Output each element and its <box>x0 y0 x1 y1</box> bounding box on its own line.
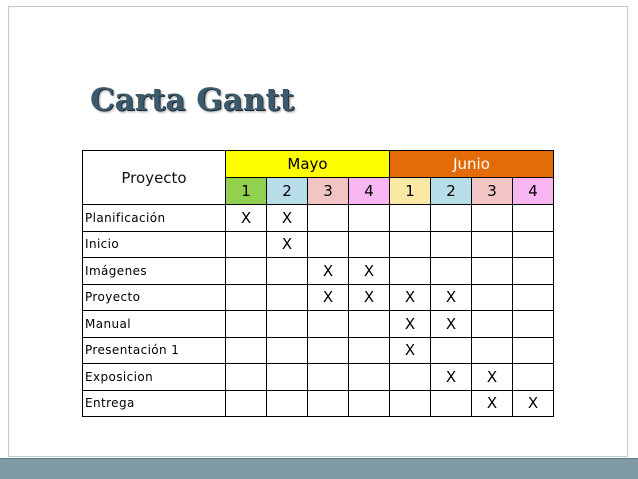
schedule-cell <box>226 390 267 417</box>
table-row <box>83 231 554 258</box>
schedule-cell: X <box>349 258 390 285</box>
schedule-cell <box>431 231 472 258</box>
schedule-cell <box>226 337 267 364</box>
schedule-cell: X <box>308 284 349 311</box>
schedule-cell <box>349 364 390 391</box>
schedule-cell <box>226 311 267 338</box>
schedule-cell: X <box>513 390 554 417</box>
schedule-cell <box>513 231 554 258</box>
schedule-cell: X <box>390 311 431 338</box>
schedule-cell <box>390 390 431 417</box>
schedule-cell <box>349 231 390 258</box>
schedule-cell <box>431 390 472 417</box>
footer-band <box>0 458 638 479</box>
schedule-cell <box>308 337 349 364</box>
schedule-cell <box>267 390 308 417</box>
table-row <box>83 364 554 391</box>
project-column-header: Proyecto <box>83 151 226 205</box>
schedule-cell <box>308 205 349 232</box>
schedule-cell <box>513 258 554 285</box>
schedule-cell <box>349 205 390 232</box>
schedule-cell <box>472 337 513 364</box>
table-row <box>83 337 554 364</box>
week-header-cell: 3 <box>308 178 349 205</box>
schedule-cell <box>226 258 267 285</box>
schedule-cell <box>472 284 513 311</box>
schedule-cell <box>390 231 431 258</box>
schedule-cell <box>308 311 349 338</box>
schedule-cell <box>349 337 390 364</box>
month-header-row <box>83 151 554 178</box>
schedule-cell <box>472 311 513 338</box>
table-row <box>83 258 554 285</box>
task-name: Inicio <box>83 231 226 258</box>
schedule-cell: X <box>390 284 431 311</box>
schedule-cell <box>308 231 349 258</box>
schedule-cell <box>390 258 431 285</box>
schedule-cell <box>226 231 267 258</box>
schedule-cell <box>308 364 349 391</box>
task-name: Planificación <box>83 205 226 232</box>
schedule-cell: X <box>431 364 472 391</box>
schedule-cell: X <box>390 337 431 364</box>
task-name: Imágenes <box>83 258 226 285</box>
schedule-cell <box>267 311 308 338</box>
task-name: Presentación 1 <box>83 337 226 364</box>
schedule-cell <box>472 258 513 285</box>
week-header-cell: 1 <box>226 178 267 205</box>
week-header-cell: 1 <box>390 178 431 205</box>
week-header-cell: 2 <box>431 178 472 205</box>
schedule-cell <box>513 284 554 311</box>
task-name: Entrega <box>83 390 226 417</box>
month-header-junio: Junio <box>390 151 554 178</box>
schedule-cell <box>472 205 513 232</box>
schedule-cell <box>431 258 472 285</box>
schedule-cell <box>390 205 431 232</box>
table-row <box>83 284 554 311</box>
schedule-cell: X <box>431 311 472 338</box>
week-header-cell: 4 <box>513 178 554 205</box>
table-row <box>83 311 554 338</box>
schedule-cell <box>349 311 390 338</box>
schedule-cell <box>267 284 308 311</box>
schedule-cell: X <box>349 284 390 311</box>
schedule-cell <box>513 311 554 338</box>
schedule-cell <box>472 231 513 258</box>
schedule-cell <box>349 390 390 417</box>
schedule-cell: X <box>431 284 472 311</box>
schedule-cell <box>390 364 431 391</box>
table-row <box>83 390 554 417</box>
task-name: Proyecto <box>83 284 226 311</box>
table-row <box>83 205 554 232</box>
week-header-cell: 2 <box>267 178 308 205</box>
schedule-cell <box>226 284 267 311</box>
schedule-cell <box>226 364 267 391</box>
schedule-cell <box>267 258 308 285</box>
schedule-cell <box>267 364 308 391</box>
schedule-cell: X <box>267 231 308 258</box>
schedule-cell <box>308 390 349 417</box>
schedule-cell <box>431 205 472 232</box>
gantt-table <box>82 150 554 417</box>
schedule-cell: X <box>226 205 267 232</box>
month-header-mayo: Mayo <box>226 151 390 178</box>
week-header-cell: 4 <box>349 178 390 205</box>
schedule-cell <box>431 337 472 364</box>
week-header-cell: 3 <box>472 178 513 205</box>
schedule-cell <box>513 337 554 364</box>
schedule-cell: X <box>472 364 513 391</box>
schedule-cell <box>513 364 554 391</box>
slide-title: Carta Gantt <box>90 82 295 118</box>
task-name: Manual <box>83 311 226 338</box>
task-name: Exposicion <box>83 364 226 391</box>
schedule-cell: X <box>472 390 513 417</box>
schedule-cell: X <box>308 258 349 285</box>
task-rows <box>83 205 554 417</box>
schedule-cell <box>513 205 554 232</box>
schedule-cell: X <box>267 205 308 232</box>
schedule-cell <box>267 337 308 364</box>
